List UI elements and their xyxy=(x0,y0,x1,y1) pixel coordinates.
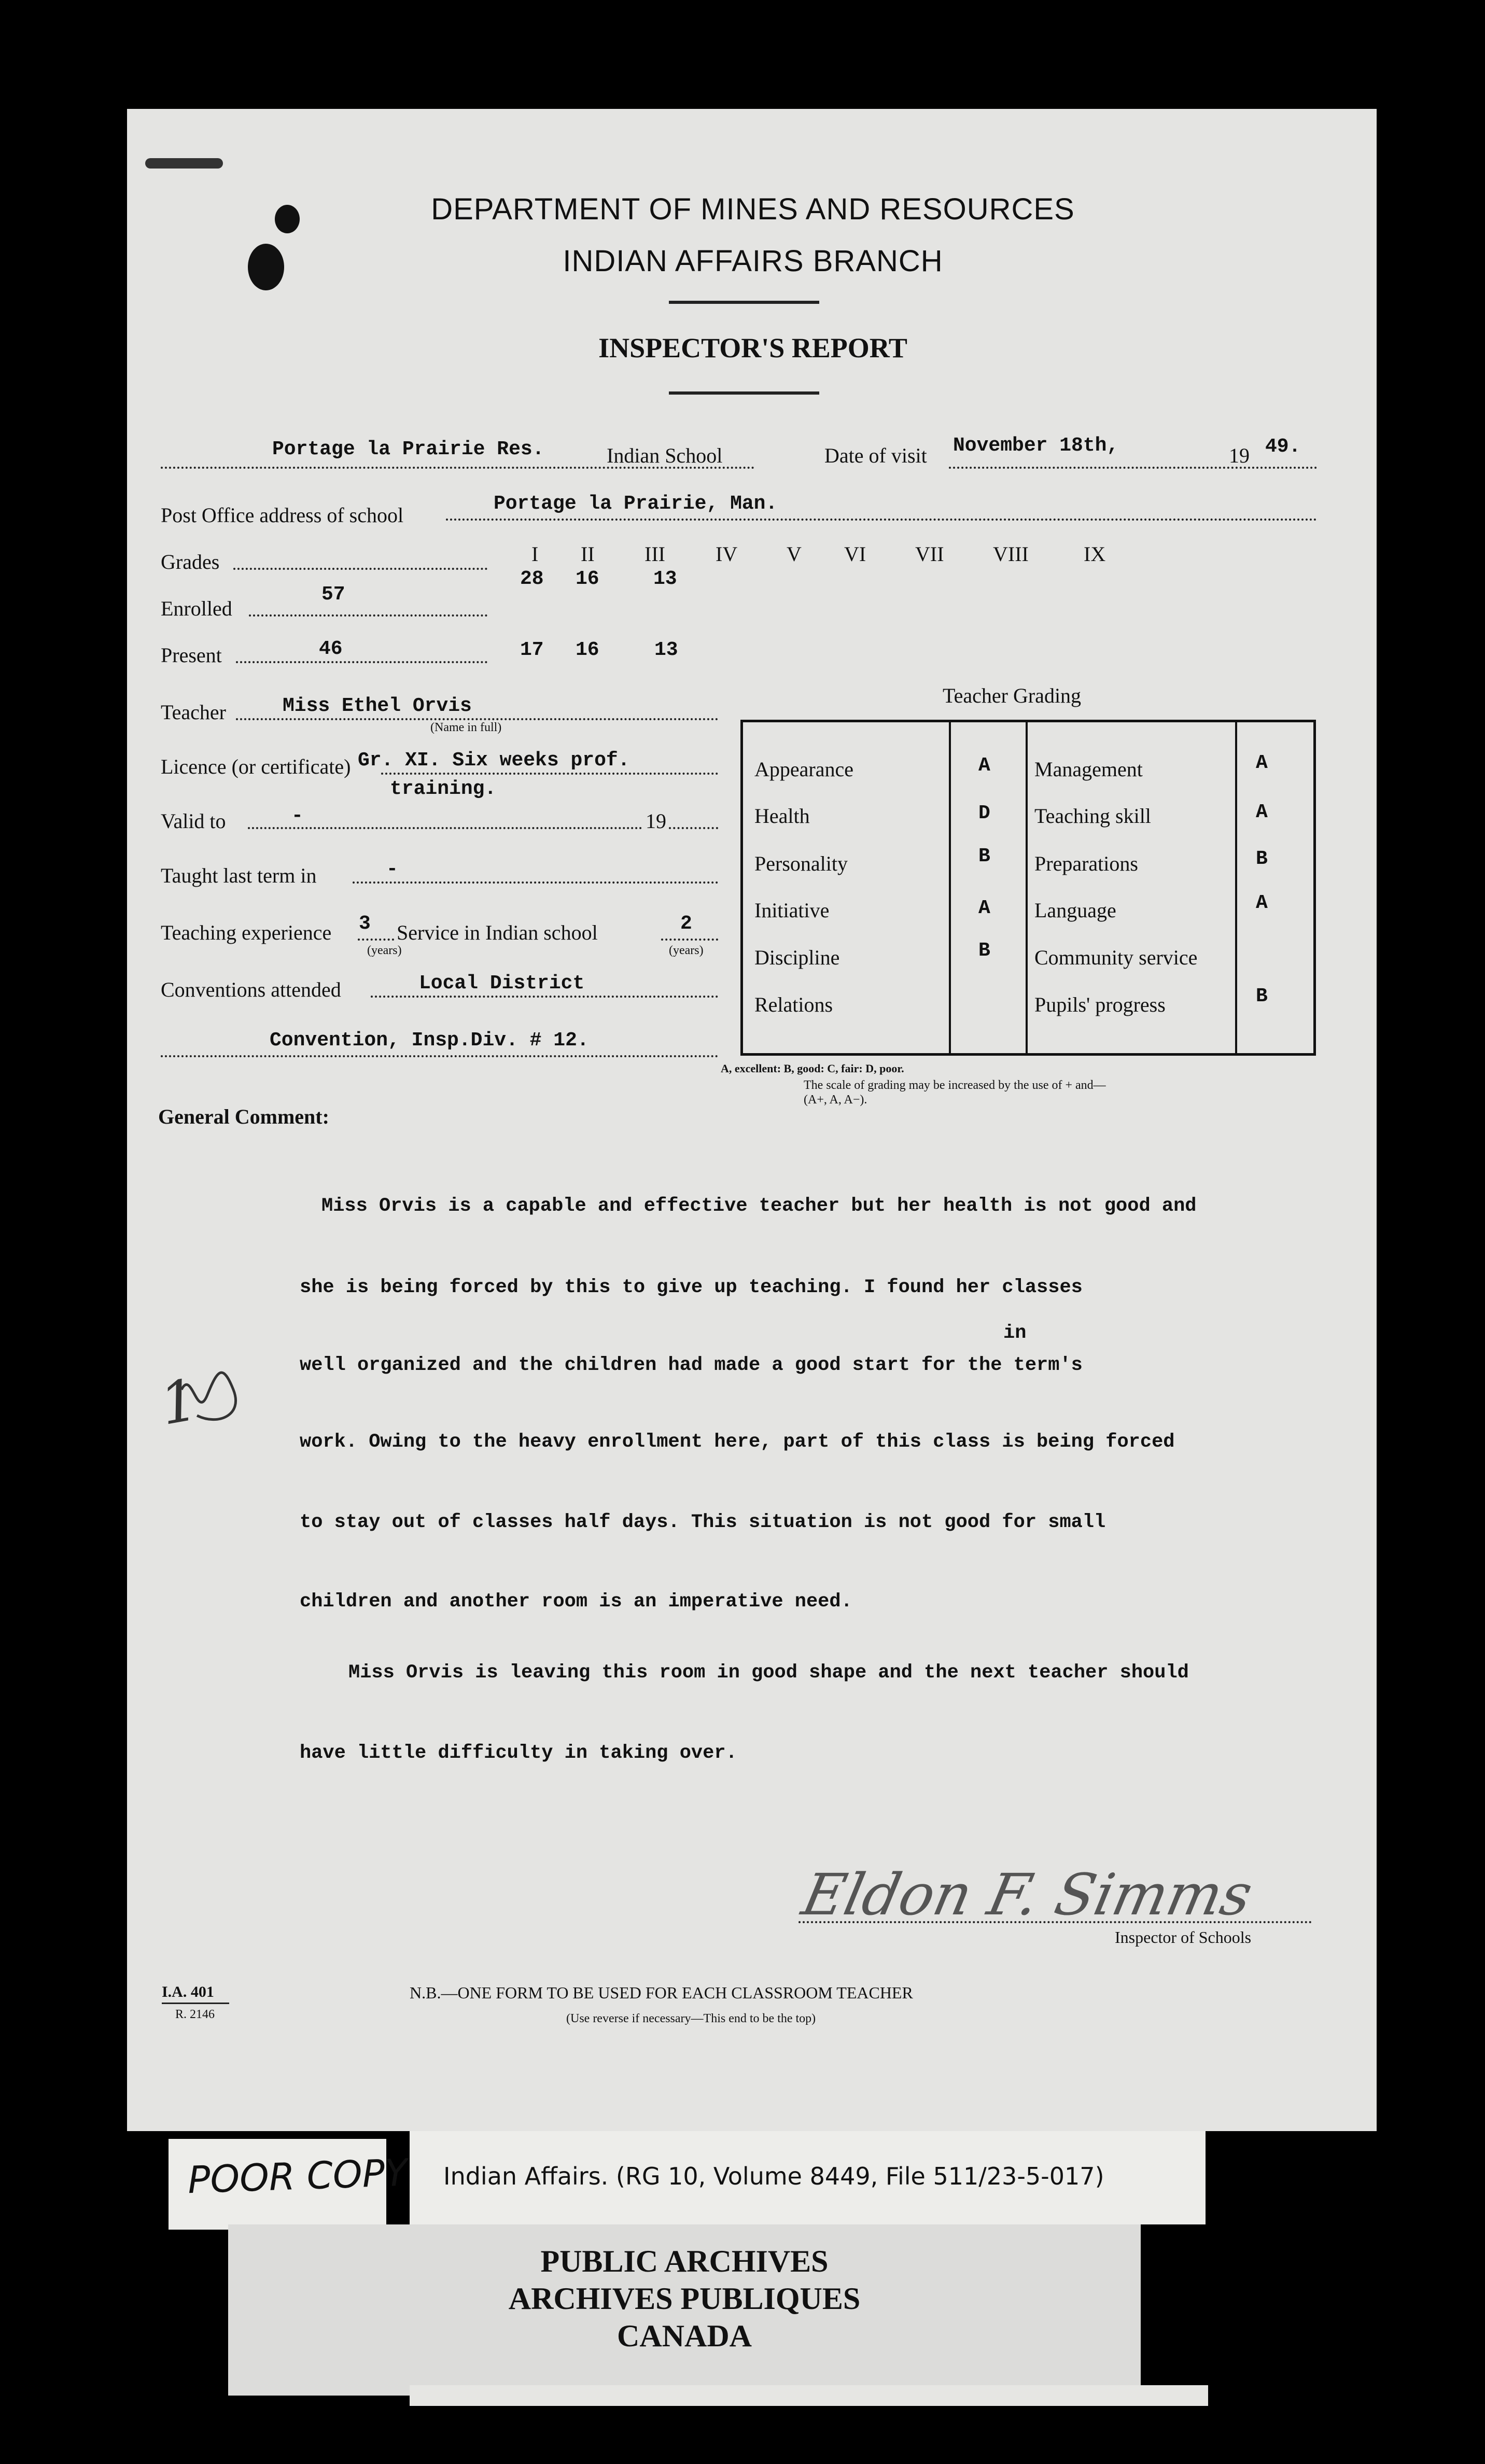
conventions-value-cont: Convention, Insp.Div. # 12. xyxy=(270,1029,589,1052)
experience-label: Teaching experience xyxy=(161,921,332,944)
valid-year-prefix: 19 xyxy=(646,809,666,833)
margin-scribble-icon xyxy=(176,1359,244,1431)
present-total: 46 xyxy=(319,638,343,660)
present-grade-II: 16 xyxy=(576,639,599,661)
grade-label-community-service: Community service xyxy=(1034,946,1198,969)
grade-initiative: A xyxy=(978,897,990,919)
comment-line-6: children and another room is an imperative need. xyxy=(300,1591,852,1613)
grade-col-I: I xyxy=(531,542,539,566)
teacher-label: Teacher xyxy=(161,701,226,724)
enrolled-line xyxy=(249,614,487,617)
enrolled-grade-III: 13 xyxy=(653,568,677,590)
archives-line-1: PUBLIC ARCHIVES xyxy=(540,2244,829,2278)
valid-year-line xyxy=(669,827,718,829)
grade-label-management: Management xyxy=(1034,758,1143,781)
grade-discipline: B xyxy=(978,940,990,962)
grade-preparations: B xyxy=(1256,848,1268,870)
branch-heading: INDIAN AFFAIRS BRANCH xyxy=(563,244,943,278)
grade-label-health: Health xyxy=(754,804,810,828)
grade-management: A xyxy=(1256,752,1268,774)
licence-value-cont: training. xyxy=(390,778,497,800)
year-prefix: 19 xyxy=(1229,444,1250,467)
present-line xyxy=(236,661,487,663)
present-grade-III: 13 xyxy=(654,639,678,661)
inspector-signature: Eldon F. Simms xyxy=(796,1861,1258,1928)
grading-divider xyxy=(1235,722,1237,1053)
grades-label: Grades xyxy=(161,550,220,573)
archive-reference: Indian Affairs. (RG 10, Volume 8449, File 511/23-5-017) xyxy=(443,2162,1104,2190)
year-value: 49. xyxy=(1265,436,1301,458)
valid-to-value: - xyxy=(291,805,303,827)
grade-health: D xyxy=(978,802,990,824)
signature-label: Inspector of Schools xyxy=(1115,1928,1252,1947)
comment-line-2: she is being forced by this to give up teaching. I found her classes xyxy=(300,1277,1083,1298)
grade-pupils-progress: B xyxy=(1256,985,1268,1007)
header-rule xyxy=(669,301,819,304)
teacher-grading-title: Teacher Grading xyxy=(943,684,1082,707)
nb-note-2: (Use reverse if necessary—This end to be the top) xyxy=(566,2012,816,2025)
comment-line-7: Miss Orvis is leaving this room in good shape and the next teacher should xyxy=(348,1662,1189,1684)
form-number-rule xyxy=(162,2003,229,2004)
grading-scale-note-2: (A+, A, A−). xyxy=(804,1093,867,1107)
comment-line-4: work. Owing to the heavy enrollment here, part of this class is being forced xyxy=(300,1431,1175,1453)
comment-line-3: well organized and the children had made a good start for the term's xyxy=(300,1354,1083,1376)
school-label: Indian School xyxy=(607,444,723,467)
service-years-hint: (years) xyxy=(669,944,704,957)
experience-line xyxy=(358,939,394,941)
archives-line-2: ARCHIVES PUBLIQUES xyxy=(508,2281,861,2316)
grade-label-personality: Personality xyxy=(754,852,848,875)
grade-label-relations: Relations xyxy=(754,993,833,1016)
grade-col-VII: VII xyxy=(915,542,944,566)
grade-teaching-skill: A xyxy=(1256,801,1268,823)
service-value: 2 xyxy=(680,913,692,935)
valid-to-label: Valid to xyxy=(161,809,226,833)
conventions-label: Conventions attended xyxy=(161,978,341,1001)
present-label: Present xyxy=(161,643,222,667)
grading-scale: A, excellent: B, good: C, fair: D, poor. xyxy=(721,1062,904,1075)
grading-divider xyxy=(949,722,951,1053)
conventions-value: Local District xyxy=(419,972,585,995)
licence-value: Gr. XI. Six weeks prof. xyxy=(358,749,630,772)
grades-line xyxy=(233,568,487,570)
grading-divider xyxy=(1026,722,1028,1053)
conventions-line-2 xyxy=(161,1055,718,1057)
form-number: I.A. 401 xyxy=(162,1983,214,2000)
comment-line-8: have little difficulty in taking over. xyxy=(300,1742,737,1764)
date-of-visit-label: Date of visit xyxy=(824,444,927,467)
grade-col-IX: IX xyxy=(1084,542,1106,566)
title-rule xyxy=(669,391,819,395)
poor-copy-stamp: POOR COPY xyxy=(187,2150,409,2202)
enrolled-grade-I: 28 xyxy=(520,568,544,590)
service-line xyxy=(661,939,718,941)
post-office-value: Portage la Prairie, Man. xyxy=(494,493,778,515)
teacher-name: Miss Ethel Orvis xyxy=(283,695,472,717)
service-label: Service in Indian school xyxy=(397,921,598,944)
taught-last-term-line xyxy=(353,881,718,884)
grade-col-VIII: VIII xyxy=(993,542,1029,566)
grade-col-II: II xyxy=(581,542,595,566)
comment-insert: in xyxy=(1003,1322,1027,1344)
grade-label-pupils-progress: Pupils' progress xyxy=(1034,993,1166,1016)
licence-line xyxy=(381,773,718,775)
grading-scale-note: The scale of grading may be increased by the use of + and— xyxy=(804,1079,1106,1092)
report-title: INSPECTOR'S REPORT xyxy=(598,332,907,363)
archives-line-3: CANADA xyxy=(617,2319,752,2353)
teacher-name-hint: (Name in full) xyxy=(430,721,502,734)
grade-label-teaching-skill: Teaching skill xyxy=(1034,804,1151,828)
department-heading: DEPARTMENT OF MINES AND RESOURCES xyxy=(431,192,1075,226)
valid-to-line xyxy=(248,827,642,829)
experience-value: 3 xyxy=(359,913,371,935)
grade-language: A xyxy=(1256,892,1268,914)
grade-col-IV: IV xyxy=(716,542,738,566)
grade-col-V: V xyxy=(787,542,802,566)
licence-label: Licence (or certificate) xyxy=(161,755,351,778)
school-name: Portage la Prairie Res. xyxy=(272,438,544,460)
grade-col-VI: VI xyxy=(844,542,866,566)
date-of-visit: November 18th, xyxy=(953,435,1119,457)
margin-mark: 1 xyxy=(155,1366,203,1438)
ink-smudge xyxy=(145,158,223,169)
present-grade-I: 17 xyxy=(520,639,544,661)
post-office-line xyxy=(446,519,1317,521)
comment-line-1: Miss Orvis is a capable and effective teacher but her health is not good and xyxy=(321,1195,1197,1217)
grade-label-appearance: Appearance xyxy=(754,758,853,781)
conventions-line xyxy=(371,996,718,998)
archives-card-lower xyxy=(410,2385,1208,2406)
enrolled-label: Enrolled xyxy=(161,597,232,620)
grade-label-preparations: Preparations xyxy=(1034,852,1138,875)
grade-appearance: A xyxy=(978,754,990,777)
post-office-label: Post Office address of school xyxy=(161,503,404,527)
taught-last-term-label: Taught last term in xyxy=(161,864,317,887)
taught-last-term-value: - xyxy=(386,858,398,880)
nb-note: N.B.—ONE FORM TO BE USED FOR EACH CLASSROOM TEACHER xyxy=(410,1983,913,2002)
grade-label-language: Language xyxy=(1034,899,1116,922)
grade-personality: B xyxy=(978,845,990,867)
enrolled-grade-II: 16 xyxy=(576,568,599,590)
form-revision: R. 2146 xyxy=(175,2008,215,2021)
grade-label-discipline: Discipline xyxy=(754,946,840,969)
experience-years-hint: (years) xyxy=(367,944,402,957)
comment-line-5: to stay out of classes half days. This situation is not good for small xyxy=(300,1511,1106,1533)
grade-col-III: III xyxy=(645,542,665,566)
general-comment-label: General Comment: xyxy=(158,1105,329,1128)
date-line xyxy=(949,467,1317,469)
enrolled-total: 57 xyxy=(321,583,345,606)
teacher-line xyxy=(236,718,718,720)
grade-label-initiative: Initiative xyxy=(754,899,830,922)
